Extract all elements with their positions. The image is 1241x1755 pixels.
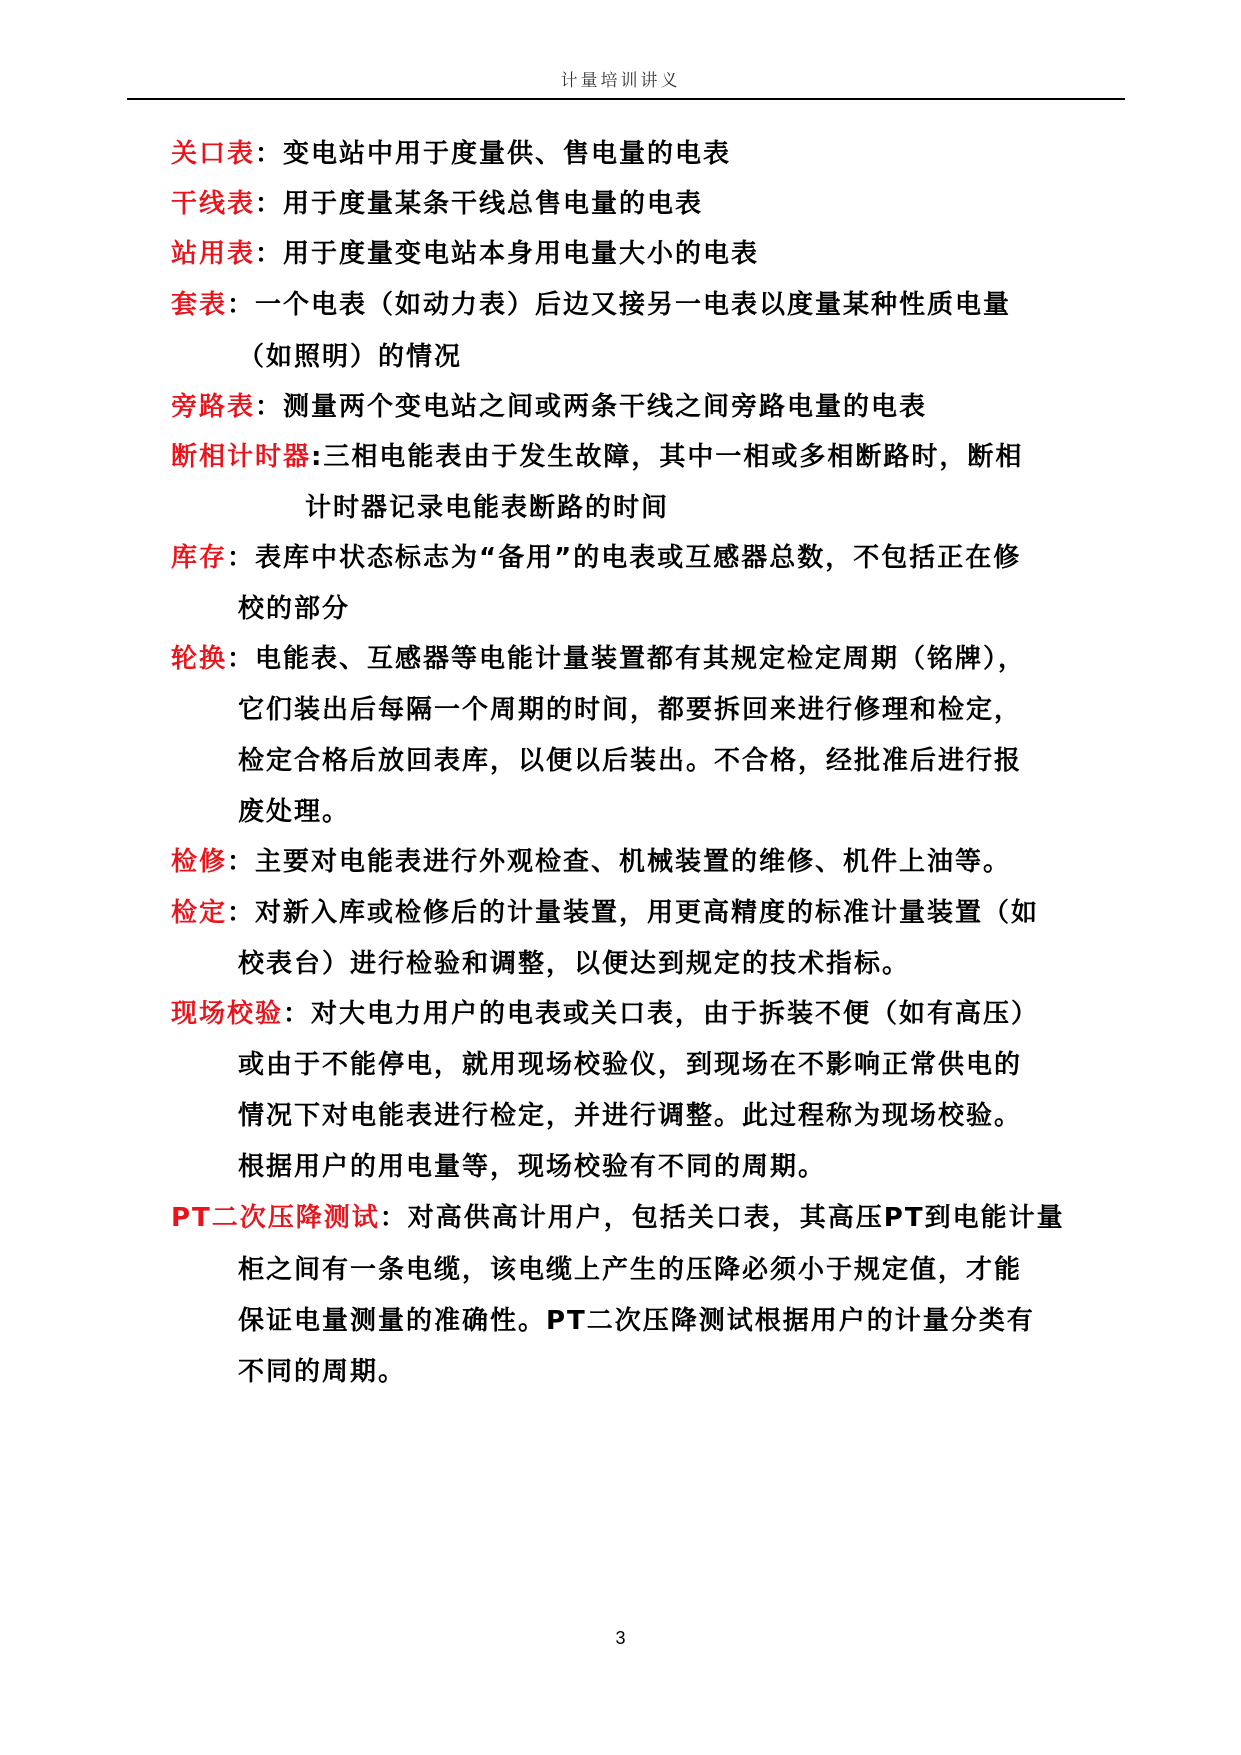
entry-line: [171, 176, 703, 232]
definition-text: ：用于度量变电站本身用电量大小的电表: [255, 239, 760, 269]
definition-text: 根据用户的用电量等，现场校验有不同的周期。: [238, 1152, 827, 1182]
running-header: 计量培训讲义: [560, 71, 681, 91]
entry-line: [238, 581, 350, 637]
definition-text: ：测量两个变电站之间或两条干线之间旁路电量的电表: [255, 392, 928, 422]
term: 干线表: [171, 189, 256, 219]
entry-line: [238, 936, 910, 992]
entry-line: [238, 682, 1022, 738]
entry-line: [238, 1139, 826, 1195]
entry-line: [238, 1293, 1035, 1349]
term: 检修: [171, 847, 228, 877]
definition-text: ：对高供高计用户，包括关口表，其高压PT到电能计量: [379, 1203, 1065, 1233]
definition-text: ：对新入库或检修后的计量装置，用更高精度的标准计量装置（如: [227, 898, 1040, 928]
definition-text: 它们装出后每隔一个周期的时间，都要拆回来进行修理和检定，: [238, 695, 1023, 725]
definition-text: （如照明）的情况: [238, 342, 463, 372]
entry-line: [238, 329, 462, 385]
definition-text: ：一个电表（如动力表）后边又接另一电表以度量某种性质电量: [227, 290, 1012, 320]
term: 站用表: [171, 239, 256, 269]
definition-text: ：表库中状态标志为“备用”的电表或互感器总数，不包括正在修: [227, 543, 1022, 573]
entry-line: [171, 379, 927, 435]
definition-text: 情况下对电能表进行检定，并进行调整。此过程称为现场校验。: [238, 1101, 1023, 1131]
entry-line: [171, 429, 1023, 485]
entry-line: [238, 1037, 1022, 1093]
entry-line: [238, 1344, 406, 1400]
definition-text: ：用于度量某条干线总售电量的电表: [255, 189, 704, 219]
entry-line: [238, 1242, 1022, 1298]
entry-line: [171, 631, 1026, 687]
term: 关口表: [171, 139, 256, 169]
header-divider: [127, 98, 1125, 100]
page-number: 3: [615, 1628, 626, 1648]
term: 现场校验: [171, 999, 284, 1029]
term: PT二次压降测试: [171, 1203, 380, 1233]
entry-line: [238, 733, 1022, 789]
term: 检定: [171, 898, 228, 928]
entry-line: [305, 480, 669, 536]
entry-line: [171, 226, 759, 282]
entry-line: [238, 784, 350, 840]
term: 套表: [171, 290, 228, 320]
definition-text: 柜之间有一条电缆，该电缆上产生的压降必须小于规定值，才能: [238, 1255, 1023, 1285]
entry-line: [171, 834, 1011, 890]
definition-text: 校的部分: [238, 594, 351, 624]
definition-text: ：电能表、互感器等电能计量装置都有其规定检定周期（铭牌），: [227, 644, 1027, 674]
definition-text: ：变电站中用于度量供、售电量的电表: [255, 139, 732, 169]
term: 库存: [171, 543, 228, 573]
definition-text: 不同的周期。: [238, 1357, 407, 1387]
definition-text: 保证电量测量的准确性。PT二次压降测试根据用户的计量分类有: [238, 1306, 1035, 1336]
entry-line: [171, 126, 731, 182]
entry-line: [171, 1190, 1065, 1246]
entry-line: [171, 986, 1039, 1042]
entry-line: [171, 885, 1039, 941]
term: 断相计时器: [171, 442, 312, 472]
entry-line: [171, 530, 1021, 586]
definition-text: 计时器记录电能表断路的时间: [305, 493, 670, 523]
definition-text: 或由于不能停电，就用现场校验仪，到现场在不影响正常供电的: [238, 1050, 1023, 1080]
definition-text: 检定合格后放回表库，以便以后装出。不合格，经批准后进行报: [238, 746, 1023, 776]
definition-text: :三相电能表由于发生故障，其中一相或多相断路时，断相: [311, 442, 1024, 472]
entry-line: [171, 277, 1011, 333]
term: 轮换: [171, 644, 228, 674]
entry-line: [238, 1088, 1022, 1144]
term: 旁路表: [171, 392, 256, 422]
definition-text: ：对大电力用户的电表或关口表，由于拆装不便（如有高压）: [283, 999, 1040, 1029]
definition-text: 废处理。: [238, 797, 351, 827]
definition-text: 校表台）进行检验和调整，以便达到规定的技术指标。: [238, 949, 911, 979]
definition-text: ：主要对电能表进行外观检查、机械装置的维修、机件上油等。: [227, 847, 1012, 877]
